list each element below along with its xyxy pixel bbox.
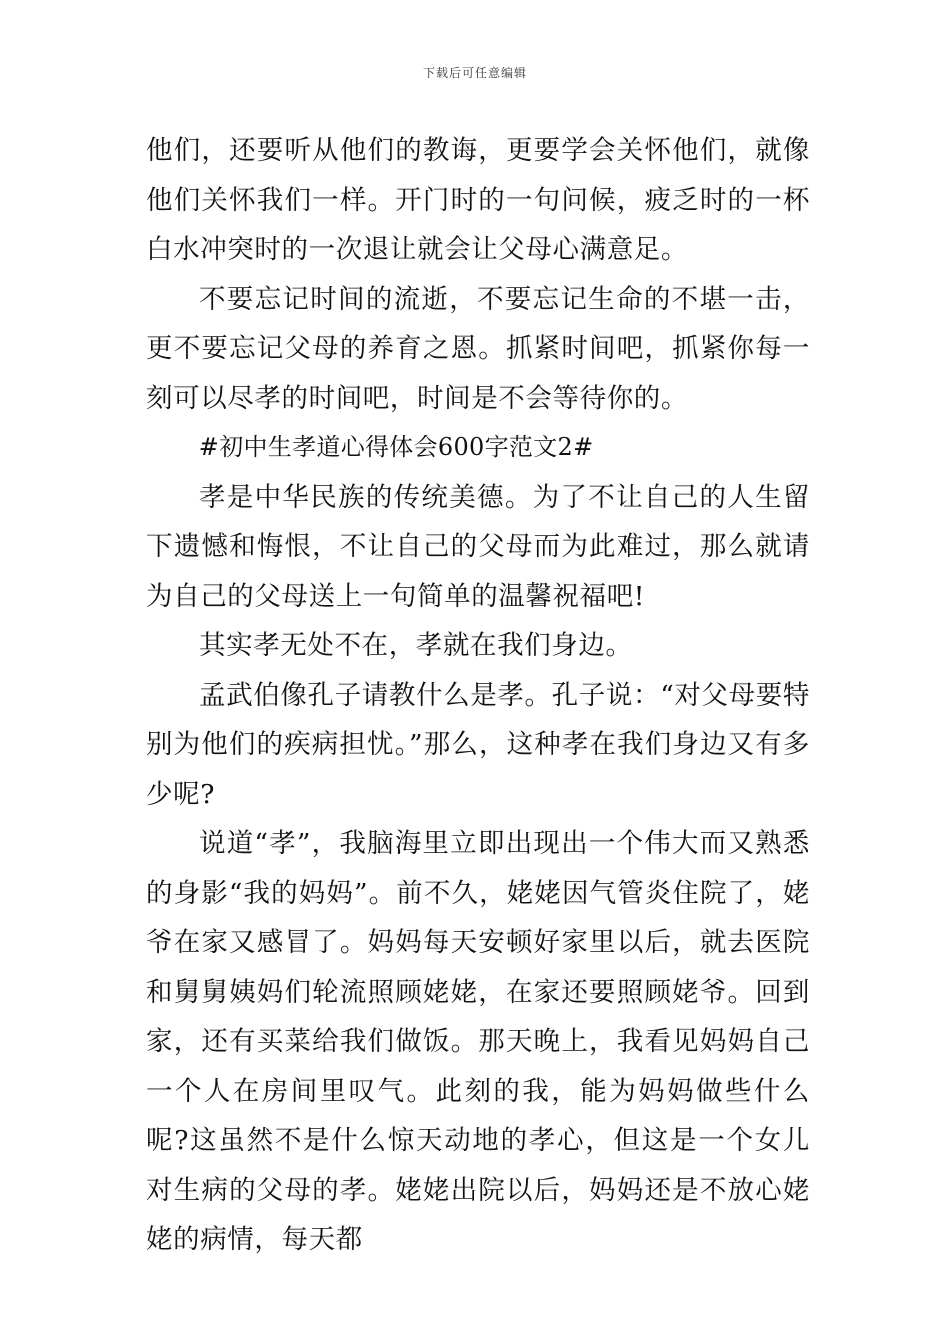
paragraph-3: 孝是中华民族的传统美德。为了不让自己的人生留下遗憾和悔恨，不让自己的父母而为此难过，那么就请为自己的父母送上一句简单的温馨祝福吧! — [146, 481, 810, 612]
paragraph-2: 不要忘记时间的流逝，不要忘记生命的不堪一击，更不要忘记父母的养育之恩。抓紧时间吧，抓紧你每一刻可以尽孝的时间吧，时间是不会等待你的。 — [146, 283, 810, 414]
page-header: 下载后可任意编辑 — [422, 66, 527, 80]
paragraph-4: 其实孝无处不在，孝就在我们身边。 — [199, 630, 633, 661]
paragraph-6: 说道“孝”，我脑海里立即出现出一个伟大而又熟悉的身影“我的妈妈”。前不久，姥姥因气管炎住院了，姥爷在家又感冒了。妈妈每天安顿好家里以后，就去医院和舅舅姨妈们轮流照顾姥姥，在家还要照顾姥爷。回到家，还有买菜给我们做饭。那天晚上，我看见妈妈自己一个人在房间里叹气。此刻的我，能为妈妈做些什么呢?这虽然不是什么惊天动地的孝心，但这是一个女儿对生病的父母的孝。姥姥出院以后，妈妈还是不放心姥姥的病情，每天都 — [146, 828, 810, 1255]
document-body — [146, 126, 810, 1265]
paragraph-1: 他们，还要听从他们的教诲，更要学会关怀他们，就像他们关怀我们一样。开门时的一句问候，疲乏时的一杯白水冲突时的一次退让就会让父母心满意足。 — [146, 135, 810, 265]
paragraph-5: 孟武伯像孔子请教什么是孝。孔子说：“对父母要特别为他们的疾病担忧。”那么，这种孝在我们身边又有多少呢? — [146, 679, 810, 810]
section-heading: #初中生孝道心得体会600字范文2# — [198, 433, 594, 461]
